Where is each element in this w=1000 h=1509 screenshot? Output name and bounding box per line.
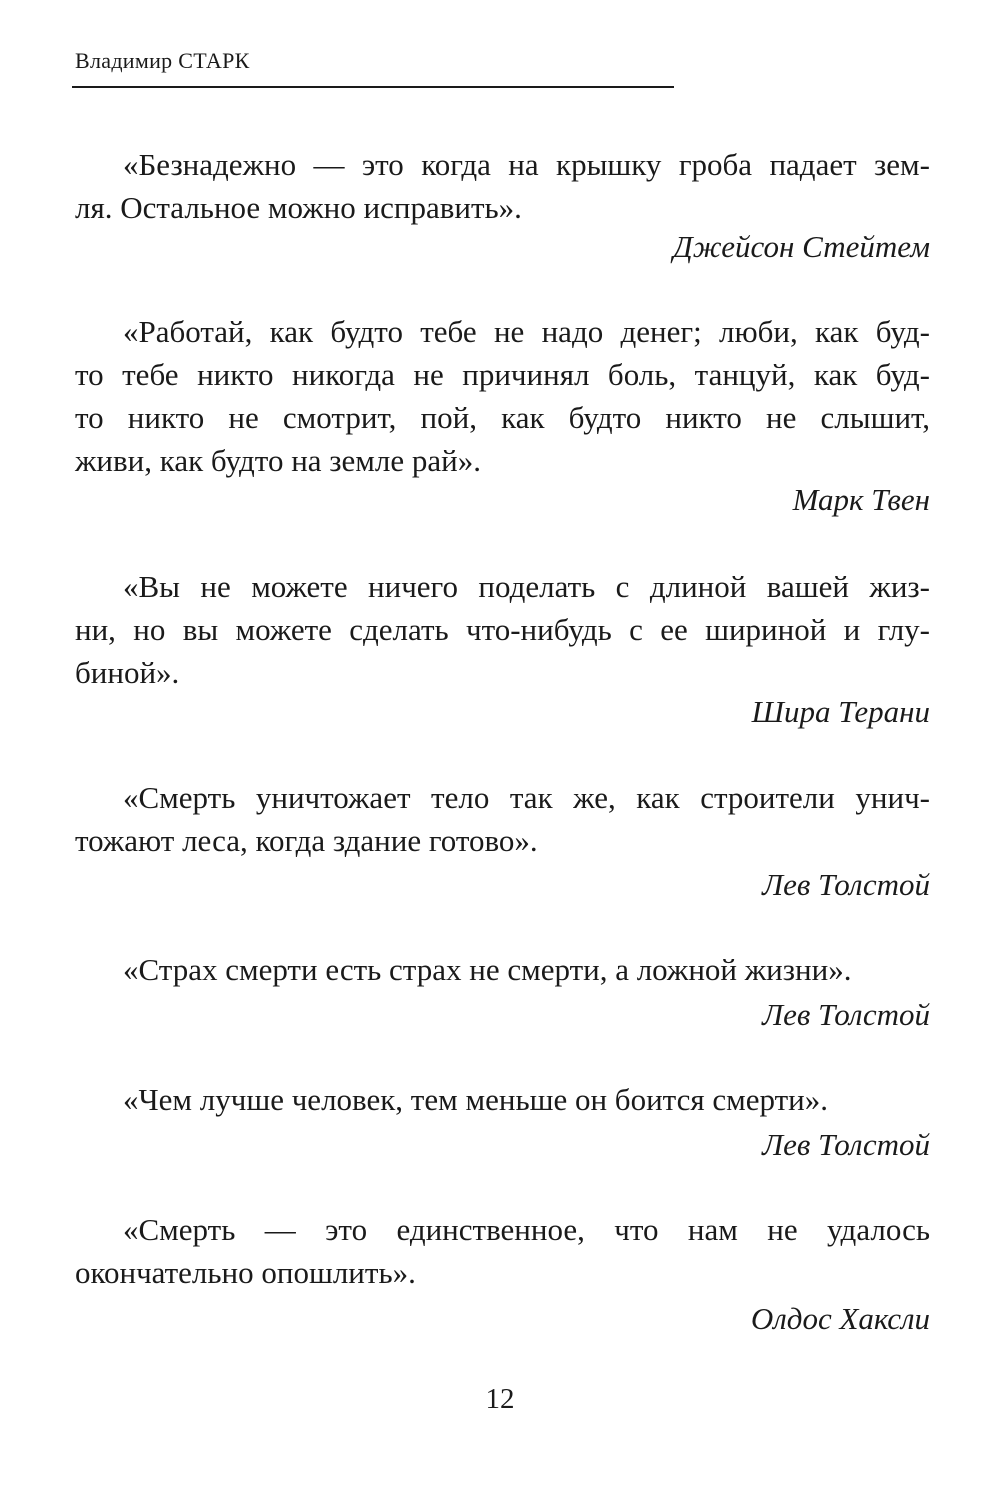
page-number: 12 <box>485 1383 515 1415</box>
quote-line: «Смерть уничтожает тело так же, как строители унич- <box>123 780 930 815</box>
quote-author: Джейсон Стейтем <box>673 229 930 264</box>
quote-6 <box>75 1078 930 1121</box>
quote-line: «Безнадежно — это когда на крышку гроба падает зем- <box>123 147 930 182</box>
quote-line: ни, но вы можете сделать что-нибудь с ее шириной и глу- <box>75 612 930 647</box>
quote-line: «Смерть — это единственное, что нам не удалось <box>123 1212 930 1247</box>
quote-author: Олдос Хаксли <box>750 1301 930 1336</box>
quote-5 <box>75 948 930 991</box>
quote-1 <box>75 143 930 229</box>
quote-7 <box>75 1208 930 1294</box>
header-rule <box>72 86 674 88</box>
quote-author: Лев Толстой <box>762 1127 930 1162</box>
running-header: Владимир СТАРК <box>75 48 250 73</box>
quote-line: биной». <box>75 655 180 690</box>
quote-line: «Чем лучше человек, тем меньше он боится смерти». <box>123 1082 828 1117</box>
quote-author: Марк Твен <box>792 482 930 517</box>
quote-line: окончательно опошлить». <box>75 1255 416 1290</box>
quote-line: тожают леса, когда здание готово». <box>75 823 538 858</box>
quote-line: живи, как будто на земле рай». <box>75 443 481 478</box>
quote-4 <box>75 776 930 862</box>
quote-line: то никто не смотрит, пой, как будто никто не слышит, <box>75 400 930 435</box>
quote-line: «Страх смерти есть страх не смерти, а ложной жизни». <box>123 952 852 987</box>
quote-line: «Работай, как будто тебе не надо денег; люби, как буд- <box>123 314 930 349</box>
quote-line: то тебе никто никогда не причинял боль, танцуй, как буд- <box>75 357 930 392</box>
quote-author: Шира Терани <box>751 694 930 729</box>
quote-2 <box>75 310 930 482</box>
quote-line: ля. Остальное можно исправить». <box>75 190 522 225</box>
quote-author: Лев Толстой <box>762 867 930 902</box>
quote-author: Лев Толстой <box>762 997 930 1032</box>
quote-line: «Вы не можете ничего поделать с длиной вашей жиз- <box>123 569 930 604</box>
quote-3 <box>75 565 930 694</box>
